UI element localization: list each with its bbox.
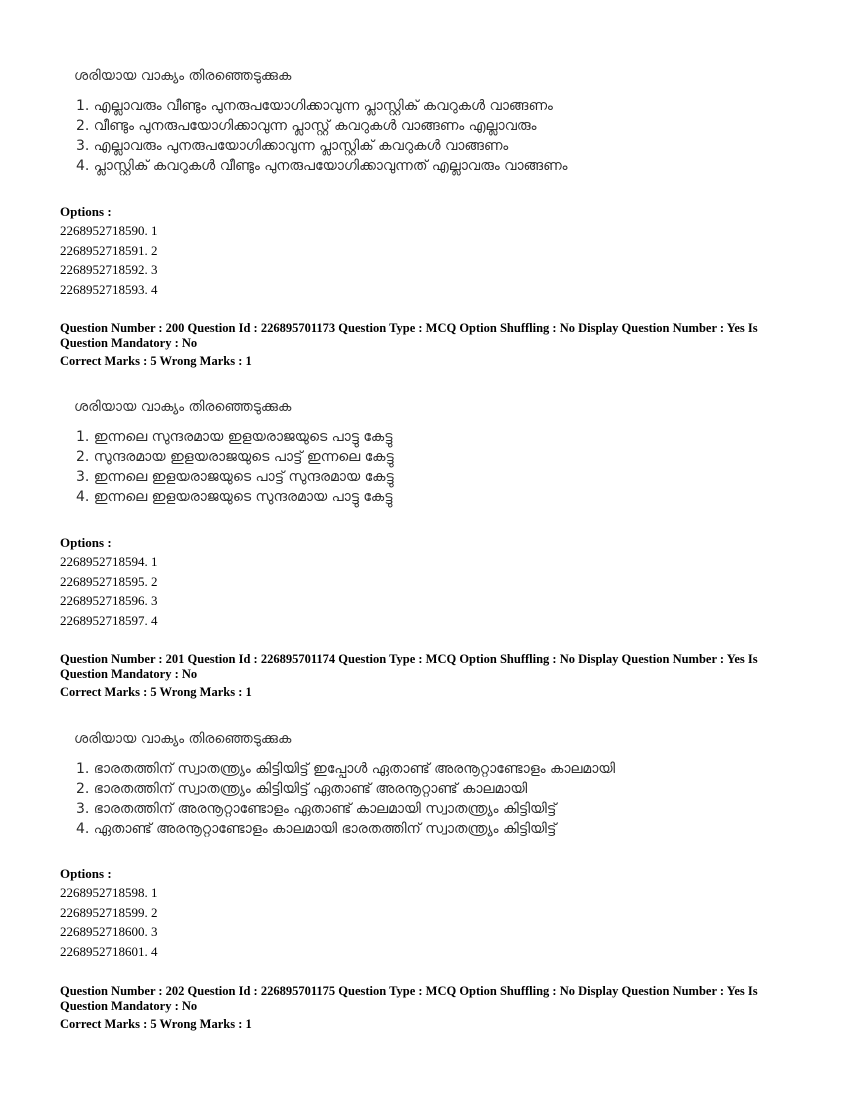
question-meta-line: Question Number : 202 Question Id : 226895701175 Question Type : MCQ Option Shuffling : No Display Question Number : Yes Is Question Mandatory : No: [60, 984, 758, 1013]
options-list: [60, 864, 460, 961]
marks-line: Correct Marks : 5 Wrong Marks : 1: [60, 685, 252, 699]
option-id-line: 2268952718597. 4: [60, 612, 158, 628]
option-id-line: 2268952718590. 1: [60, 223, 158, 238]
options-list: [60, 533, 460, 630]
choice-1: 1. ഇന്നലെ സുന്ദരമായ ഇളയരാജയുടെ പാട്ടു കേട്ടു: [76, 429, 393, 445]
question-prompt: ശരിയായ വാക്യം തിരഞ്ഞെടുക്കുക: [74, 68, 292, 84]
marks-line: Correct Marks : 5 Wrong Marks : 1: [60, 354, 252, 368]
option-id-line: 2268952718591. 2: [60, 242, 158, 258]
question-choices: [70, 96, 630, 176]
option-id-line: 2268952718594. 1: [60, 554, 158, 569]
question-meta: [60, 652, 795, 700]
choice-4: 4. പ്ലാസ്റ്റിക് കവറുകൾ വീണ്ടും പുനരുപയോഗിക്കാവുന്നത് എല്ലാവരും വാങ്ങണം: [76, 158, 568, 174]
question-choices: [70, 759, 630, 839]
choice-4: 4. ഇന്നലെ ഇളയരാജയുടെ സുന്ദരമായ പാട്ടു കേട്ടു: [76, 489, 393, 505]
question-choices: [70, 427, 630, 507]
options-label: Options :: [60, 866, 112, 881]
options-label: Options :: [60, 204, 112, 219]
option-id-line: 2268952718593. 4: [60, 281, 158, 297]
choice-2: 2. ഭാരതത്തിന് സ്വാതന്ത്ര്യം കിട്ടിയിട്ട് ഏതാണ്ട് അരനൂറ്റാണ്ട് കാലമായി: [76, 781, 528, 797]
choice-2: 2. വീണ്ടും പുനരുപയോഗിക്കാവുന്ന പ്ലാസ്റ്റ് കവറുകൾ വാങ്ങണം എല്ലാവരും: [76, 118, 537, 134]
options-label: Options :: [60, 535, 112, 550]
choice-4: 4. ഏതാണ്ട് അരനൂറ്റാണ്ടോളം കാലമായി ഭാരതത്തിന് സ്വാതന്ത്ര്യം കിട്ടിയിട്ട്: [76, 821, 557, 837]
option-id-line: 2268952718592. 3: [60, 262, 158, 277]
question-image-block: [70, 731, 630, 839]
question-meta-line: Question Number : 201 Question Id : 226895701174 Question Type : MCQ Option Shuffling : No Display Question Number : Yes Is Question Mandatory : No: [60, 652, 758, 681]
option-id-line: 2268952718600. 3: [60, 924, 158, 939]
option-id-line: 2268952718596. 3: [60, 593, 158, 608]
options-list: [60, 202, 460, 299]
question-meta: [60, 321, 795, 369]
choice-1: 1. ഭാരതത്തിന് സ്വാതന്ത്ര്യം കിട്ടിയിട്ട് ഇപ്പോൾ ഏതാണ്ട് അരനൂറ്റാണ്ടോളം കാലമായി: [76, 761, 616, 777]
question-image-block: [70, 399, 630, 507]
option-id-line: 2268952718601. 4: [60, 943, 158, 959]
choice-3: 3. എല്ലാവരും പുനരുപയോഗിക്കാവുന്ന പ്ലാസ്റ്റിക് കവറുകൾ വാങ്ങണം: [76, 138, 509, 154]
marks-line: Correct Marks : 5 Wrong Marks : 1: [60, 1017, 252, 1031]
option-id-line: 2268952718599. 2: [60, 904, 158, 920]
question-meta: [60, 984, 795, 1032]
option-id-line: 2268952718595. 2: [60, 573, 158, 589]
choice-3: 3. ഇന്നലെ ഇളയരാജയുടെ പാട്ട് സുന്ദരമായ കേട്ടു: [76, 469, 394, 485]
option-id-line: 2268952718598. 1: [60, 885, 158, 900]
question-prompt: ശരിയായ വാക്യം തിരഞ്ഞെടുക്കുക: [74, 399, 292, 415]
choice-3: 3. ഭാരതത്തിന് അരനൂറ്റാണ്ടോളം ഏതാണ്ട് കാലമായി സ്വാതന്ത്ര്യം കിട്ടിയിട്ട്: [76, 801, 557, 817]
question-meta-line: Question Number : 200 Question Id : 226895701173 Question Type : MCQ Option Shuffling : No Display Question Number : Yes Is Question Mandatory : No: [60, 321, 758, 350]
question-prompt: ശരിയായ വാക്യം തിരഞ്ഞെടുക്കുക: [74, 731, 292, 747]
question-image-block: [70, 68, 630, 176]
choice-1: 1. എല്ലാവരും വീണ്ടും പുനരുപയോഗിക്കാവുന്ന പ്ലാസ്റ്റിക് കവറുകൾ വാങ്ങണം: [76, 98, 553, 114]
choice-2: 2. സുന്ദരമായ ഇളയരാജയുടെ പാട്ട് ഇന്നലെ കേട്ടു: [76, 449, 394, 465]
